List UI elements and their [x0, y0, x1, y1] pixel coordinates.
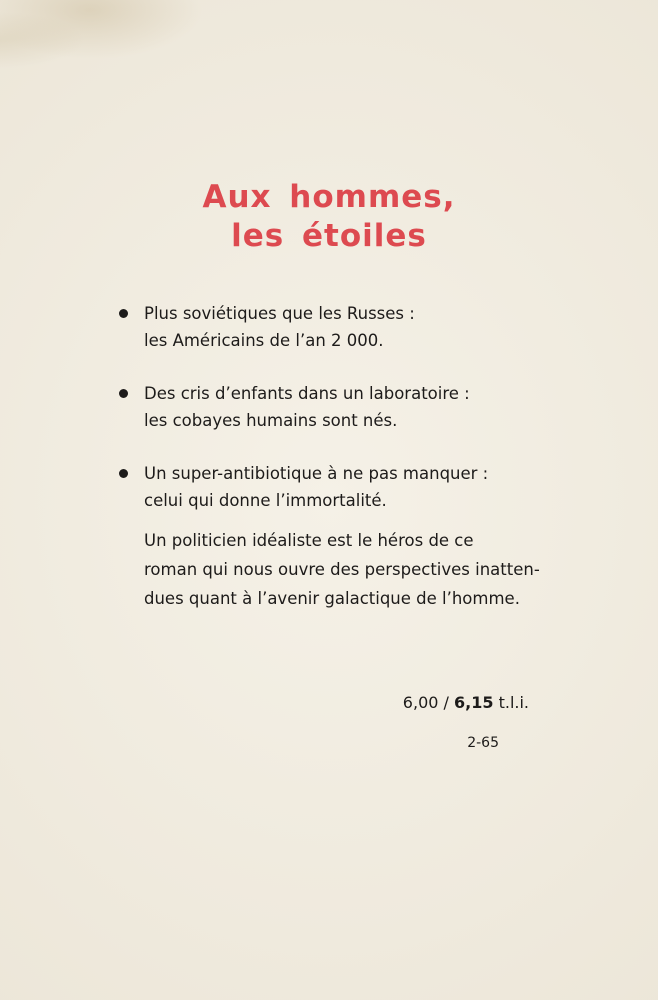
catalog-code: 2-65: [467, 735, 499, 751]
price-total: 6,15: [454, 693, 494, 712]
paragraph-line: Un politicien idéaliste est le héros de ce: [144, 531, 474, 550]
bullet-line: Un super-antibiotique à ne pas manquer :: [144, 464, 489, 483]
list-item: [117, 460, 537, 514]
blurb-bullet-list: [117, 300, 537, 540]
bullet-line: les cobayes humains sont nés.: [144, 411, 398, 430]
title-line-2: les étoiles: [231, 218, 427, 254]
bullet-line: Des cris d’enfants dans un laboratoire :: [144, 384, 470, 403]
blurb-paragraph: [144, 526, 539, 613]
cover-title: [0, 178, 658, 256]
list-item: [117, 300, 537, 354]
bullet-line: celui qui donne l’immortalité.: [144, 491, 387, 510]
price-label: [403, 693, 529, 712]
bullet-line: Plus soviétiques que les Russes :: [144, 304, 415, 323]
price-base: 6,00 /: [402, 693, 449, 712]
bullet-line: les Américains de l’an 2 000.: [144, 331, 384, 350]
paragraph-line: dues quant à l’avenir galactique de l’homme.: [144, 589, 520, 608]
title-line-1: Aux hommes,: [202, 179, 456, 215]
paragraph-line: roman qui nous ouvre des perspectives inatten-: [144, 560, 540, 579]
bullet-dot-icon: [119, 309, 128, 318]
list-item: [117, 380, 537, 434]
price-suffix: t.l.i.: [498, 693, 529, 712]
bullet-dot-icon: [119, 469, 128, 478]
bullet-dot-icon: [119, 389, 128, 398]
